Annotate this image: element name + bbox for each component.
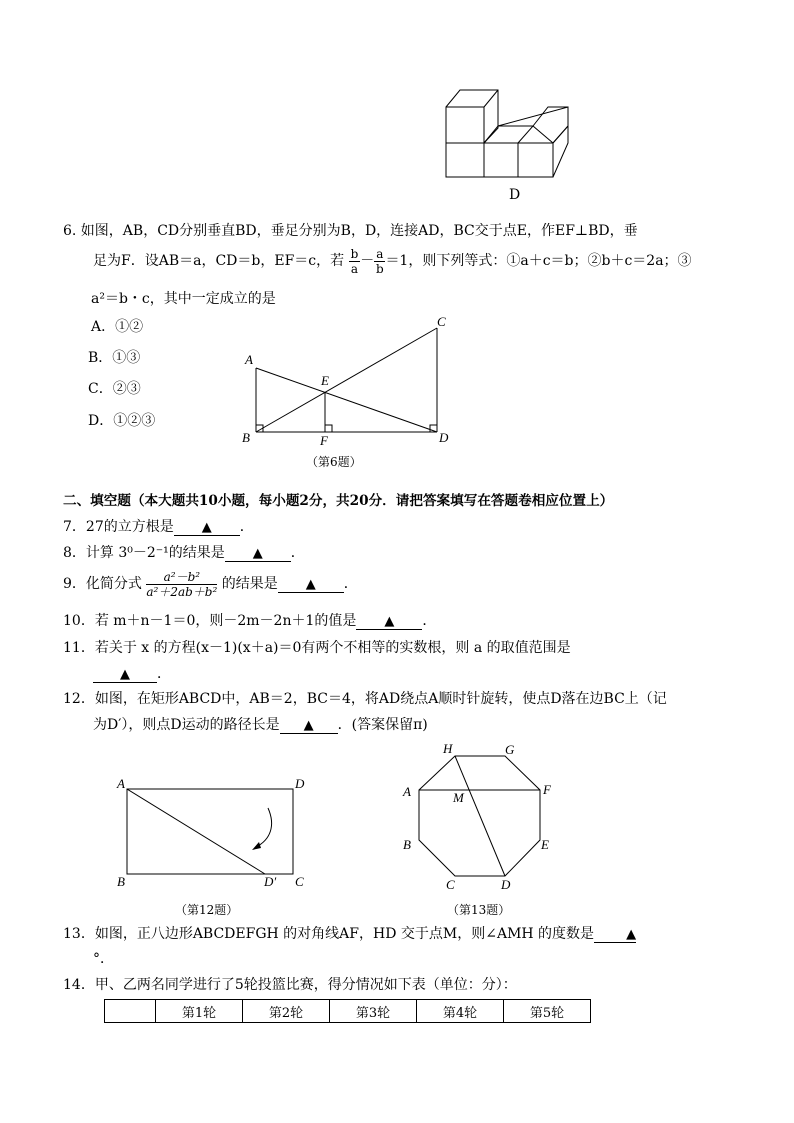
q6-point-b: B [242, 430, 250, 445]
q12-point-a: A [117, 776, 125, 791]
table-header-cell: 第1轮 [156, 1000, 243, 1023]
q6-point-c: C [437, 314, 446, 329]
q13-point-f: F [543, 782, 551, 797]
q13-point-a: A [403, 784, 411, 799]
q12-point-d-prime: D′ [264, 874, 277, 889]
q11-answer-blank[interactable]: ▲ [93, 668, 157, 683]
table-header-cell: 第2轮 [243, 1000, 330, 1023]
q12-figure [110, 772, 310, 892]
q5-cube-figure [440, 85, 590, 185]
q13-point-m: M [453, 790, 464, 805]
q8: 8．计算 3⁰－2⁻¹的结果是 ▲ ． [63, 545, 305, 561]
q10-answer-blank[interactable]: ▲ [356, 615, 422, 630]
q13-point-d: D [501, 877, 511, 892]
q13-line2: °． [93, 951, 114, 967]
q7-answer-blank[interactable]: ▲ [174, 521, 240, 536]
q6-fraction-a-over-b: $\frac{a}{b}$ [376, 246, 384, 276]
q6-option-d: D．①②③ [88, 413, 156, 429]
q6-line3: a²＝b・c，其中一定成立的是 [91, 291, 276, 307]
q9-fraction: $\frac{\text{a²－b²}}{\text{a²＋2ab＋b²}}$ [146, 569, 218, 599]
q6-figure [236, 312, 456, 447]
q6-line1: 6. 如图，AB，CD分别垂直BD，垂足分别为B，D，连接AD，BC交于点E，作EF⊥BD，垂 [63, 223, 638, 239]
q12-point-b: B [117, 874, 125, 889]
q12-point-d: D [295, 776, 305, 791]
q6-option-b: B．①③ [88, 350, 141, 366]
q12-line1: 12．如图，在矩形ABCD中，AB＝2，BC＝4，将AD绕点A顺时针旋转，使点D落在边BC上（记 [63, 691, 667, 707]
q12-point-c: C [295, 874, 304, 889]
table-header-row [105, 1000, 591, 1023]
q11-line1: 11．若关于 x 的方程(x－1)(x＋a)＝0有两个不相等的实数根，则 a 的取值范围是 [63, 640, 571, 656]
q6-point-a: A [245, 352, 253, 367]
q13-point-h: H [443, 741, 453, 756]
table-header-cell [105, 1000, 156, 1023]
q9-answer-blank[interactable]: ▲ [278, 578, 344, 593]
table-header-cell: 第4轮 [417, 1000, 504, 1023]
q13-point-e: E [541, 837, 549, 852]
table-header-cell: 第3轮 [330, 1000, 417, 1023]
q12-line2: 为D′），则点D运动的路径长是 ▲ ．(答案保留π) [93, 717, 428, 733]
q6-point-f: F [320, 433, 328, 447]
q8-answer-blank[interactable]: ▲ [225, 547, 291, 562]
q12-figure-caption: （第12题） [175, 903, 239, 917]
q14-line1: 14．甲、乙两名同学进行了5轮投篮比赛，得分情况如下表（单位：分）： [63, 977, 517, 993]
table-header-cell: 第5轮 [504, 1000, 591, 1023]
q13-figure [395, 738, 565, 896]
q12-answer-blank[interactable]: ▲ [280, 719, 338, 734]
q13-point-b: B [403, 837, 411, 852]
q6-figure-caption: （第6题） [306, 455, 362, 469]
q6-line2: 足为F．设AB＝a，CD＝b，EF＝c，若 $\frac{b}{a}$ － $\frac{a}{b}$ ＝1，则下列等式：①a＋c＝b；②b＋c＝2a；③ [93, 246, 692, 276]
q13-line1: 13．如图，正八边形ABCDEFGH 的对角线AF，HD 交于点M，则∠AMH 的度数是 ▲ [63, 926, 637, 942]
q6-option-a: A．①② [91, 319, 144, 335]
q6-fraction-b-over-a: $\frac{b}{a}$ [350, 246, 359, 276]
q6-point-d: D [439, 430, 449, 445]
q13-figure-caption: （第13题） [447, 903, 511, 917]
q5-option-d-label: D [509, 187, 521, 203]
q9: 9．化简分式 $\frac{\text{a²－b²}}{\text{a²＋2ab＋b²}}$ 的结果是 ▲ ． [63, 569, 358, 599]
q6-point-e: E [321, 373, 329, 388]
q13-point-g: G [505, 742, 515, 757]
q13-answer-blank[interactable]: ▲ [594, 928, 636, 943]
q11-line2: ▲ ． [93, 665, 171, 683]
q13-point-c: C [446, 877, 455, 892]
q14-score-table [104, 999, 591, 1023]
q10: 10．若 m＋n－1＝0，则－2m－2n＋1的值是 ▲ ． [63, 613, 437, 629]
q6-option-c: C．②③ [88, 381, 141, 397]
q7: 7．27的立方根是 ▲ ． [63, 519, 254, 535]
section2-header: 二、填空题（本大题共10小题，每小题2分，共20分．请把答案填写在答题卷相应位置上） [63, 493, 614, 509]
